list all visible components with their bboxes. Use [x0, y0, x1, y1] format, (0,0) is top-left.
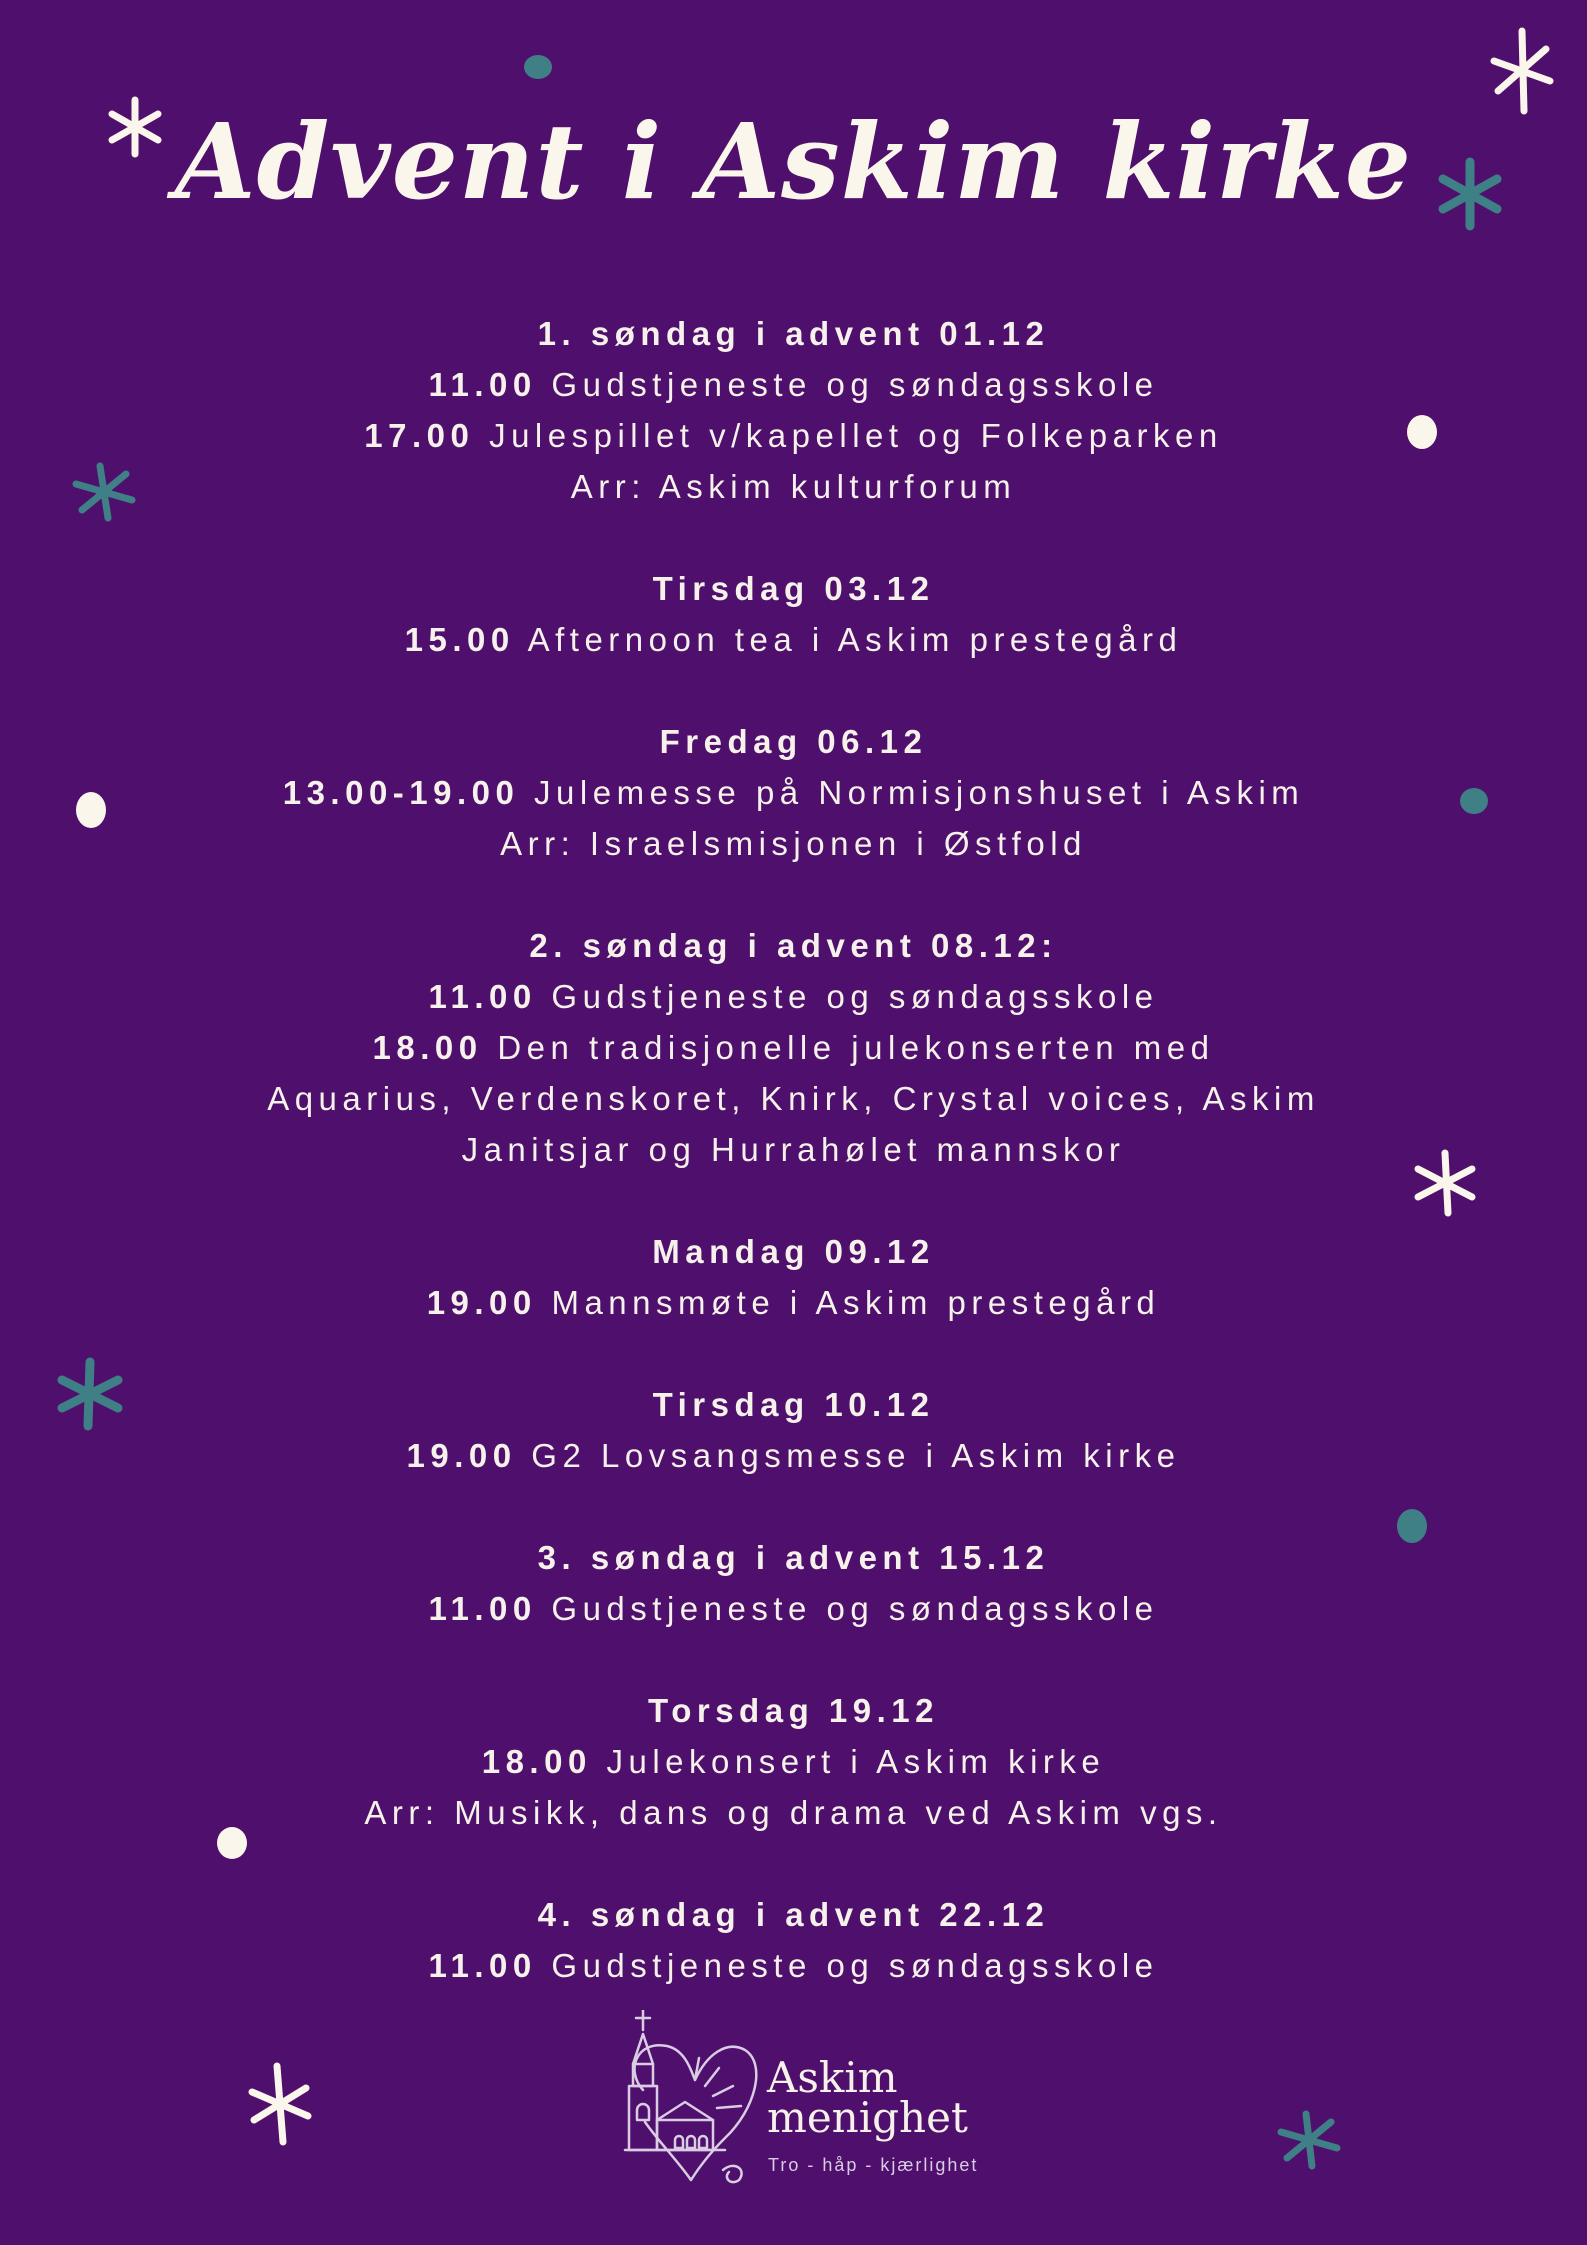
- event-block: [0, 920, 1587, 1175]
- event-block: [0, 1532, 1587, 1634]
- event-line: [0, 1736, 1587, 1787]
- event-description: Janitsjar og Hurrahølet mannskor: [461, 1131, 1126, 1168]
- event-time: 11.00: [428, 1947, 537, 1984]
- event-day-heading: 2. søndag i advent 08.12:: [529, 927, 1058, 964]
- event-time: 18.00: [481, 1743, 592, 1780]
- event-line: [0, 359, 1587, 410]
- event-description: Gudstjeneste og søndagsskole: [551, 1590, 1159, 1627]
- dot-icon: [215, 1825, 249, 1861]
- event-description: Julespillet v/kapellet og Folkeparken: [489, 417, 1223, 454]
- event-line: [0, 614, 1587, 665]
- event-block: [0, 563, 1587, 665]
- event-line: [0, 971, 1587, 1022]
- event-line: [0, 1940, 1587, 1991]
- event-description: Gudstjeneste og søndagsskole: [551, 1947, 1159, 1984]
- event-block: [0, 308, 1587, 512]
- event-line: [0, 1583, 1587, 1634]
- star-icon: [1435, 157, 1505, 232]
- star-icon: [1410, 1148, 1480, 1218]
- event-line: [0, 767, 1587, 818]
- event-day-heading: 1. søndag i advent 01.12: [537, 315, 1050, 352]
- event-line: [0, 410, 1587, 461]
- event-time: 11.00: [428, 1590, 537, 1627]
- event-line: [0, 1430, 1587, 1481]
- dot-icon: [1395, 1507, 1429, 1545]
- event-line: [0, 1124, 1587, 1175]
- event-time: 17.00: [364, 417, 475, 454]
- event-block: [0, 1226, 1587, 1328]
- page-title: Advent i Askim kirke: [174, 100, 1413, 223]
- event-day-heading: 3. søndag i advent 15.12: [537, 1539, 1050, 1576]
- logo-name-line1: Askim: [767, 2053, 898, 2102]
- event-description: Mannsmøte i Askim prestegård: [551, 1284, 1161, 1321]
- event-description: Arr: Musikk, dans og drama ved Askim vgs.: [364, 1794, 1223, 1831]
- dot-icon: [1458, 786, 1490, 816]
- event-time: 11.00: [428, 366, 537, 403]
- event-day-heading: Tirsdag 03.12: [652, 570, 935, 607]
- event-block: [0, 1379, 1587, 1481]
- event-day-heading: Torsdag 19.12: [648, 1692, 939, 1729]
- event-description: Julekonsert i Askim kirke: [606, 1743, 1106, 1780]
- event-description: Arr: Askim kulturforum: [570, 468, 1017, 505]
- logo-name-line2: menighet: [767, 2093, 968, 2142]
- event-day-heading: Tirsdag 10.12: [652, 1386, 935, 1423]
- star-icon: [100, 92, 170, 162]
- event-description: G2 Lovsangsmesse i Askim kirke: [531, 1437, 1181, 1474]
- event-description: Den tradisjonelle julekonserten med: [497, 1029, 1215, 1066]
- dot-icon: [522, 52, 554, 82]
- event-line: [0, 1073, 1587, 1124]
- event-block: [0, 1685, 1587, 1838]
- star-icon: [245, 2062, 315, 2147]
- dot-icon: [1405, 413, 1439, 451]
- star-icon: [1275, 2110, 1343, 2170]
- event-time: 19.00: [406, 1437, 517, 1474]
- event-description: Gudstjeneste og søndagsskole: [551, 366, 1159, 403]
- event-description: Gudstjeneste og søndagsskole: [551, 978, 1159, 1015]
- church-heart-icon: [615, 2010, 765, 2195]
- event-description: Julemesse på Normisjonshuset i Askim: [534, 774, 1305, 811]
- event-time: 19.00: [426, 1284, 537, 1321]
- event-description: Afternoon tea i Askim prestegård: [527, 621, 1183, 658]
- event-line: [0, 461, 1587, 512]
- event-time: 13.00-19.00: [282, 774, 520, 811]
- event-time: 11.00: [428, 978, 537, 1015]
- event-time: 15.00: [404, 621, 515, 658]
- event-block: [0, 716, 1587, 869]
- event-description: Arr: Israelsmisjonen i Østfold: [500, 825, 1087, 862]
- star-icon: [1487, 26, 1557, 116]
- event-day-heading: 4. søndag i advent 22.12: [537, 1896, 1050, 1933]
- star-icon: [55, 1357, 125, 1432]
- event-day-heading: Mandag 09.12: [652, 1233, 935, 1270]
- event-line: [0, 1022, 1587, 1073]
- church-logo: [615, 2010, 995, 2190]
- star-icon: [70, 462, 138, 522]
- event-day-heading: Fredag 06.12: [659, 723, 928, 760]
- event-time: 18.00: [372, 1029, 483, 1066]
- event-line: [0, 1277, 1587, 1328]
- event-block: [0, 1889, 1587, 1991]
- event-description: Aquarius, Verdenskoret, Knirk, Crystal voices, Askim: [267, 1080, 1320, 1117]
- dot-icon: [74, 790, 108, 830]
- event-program: [0, 308, 1587, 2042]
- logo-wordmark: [767, 2053, 968, 2142]
- logo-tagline: Tro - håp - kjærlighet: [768, 2155, 979, 2175]
- event-line: [0, 818, 1587, 869]
